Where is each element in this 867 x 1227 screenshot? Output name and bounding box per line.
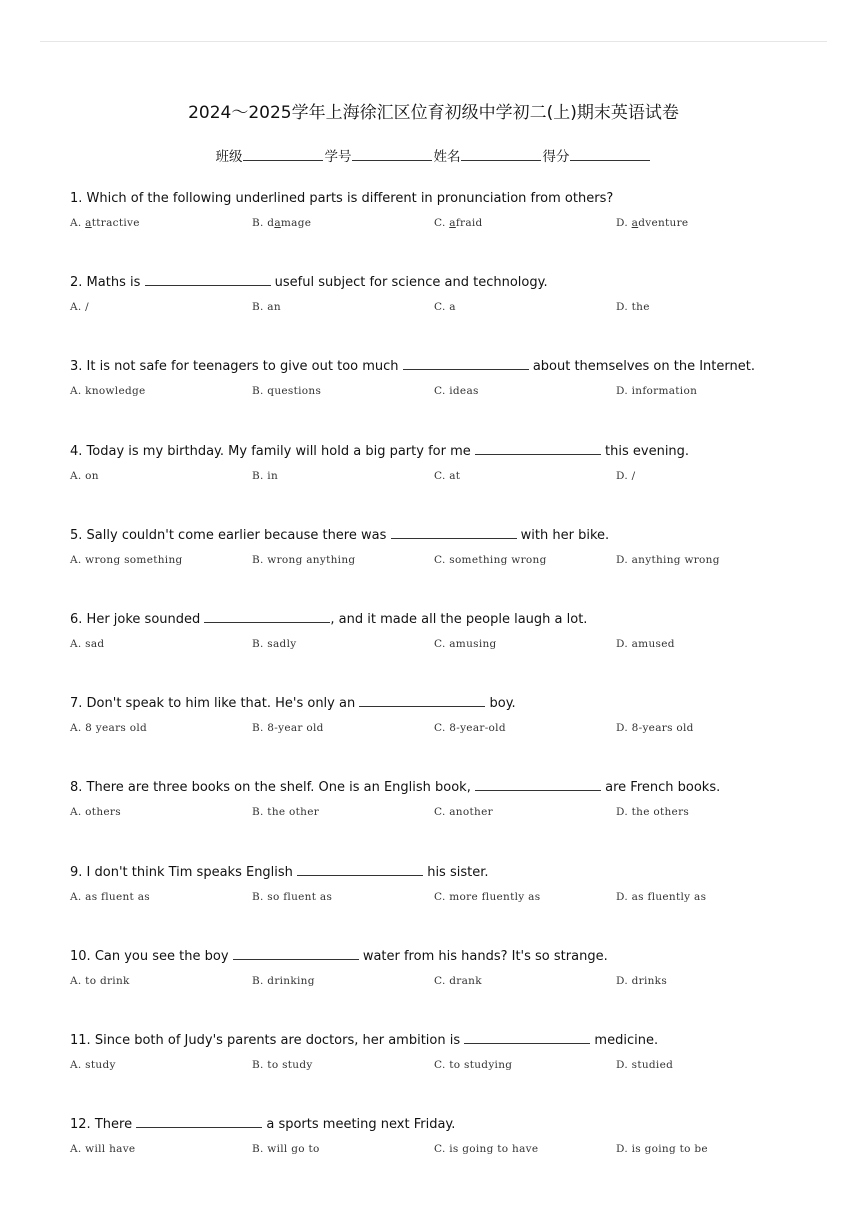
answer-blank[interactable] [391, 526, 517, 539]
option-c[interactable] [434, 217, 483, 229]
option-text: the [631, 301, 650, 314]
question-text-after-blank: medicine. [594, 1033, 659, 1048]
options-row [70, 722, 830, 742]
question-stem [70, 1031, 830, 1051]
question-text: Can you see the boy [94, 948, 229, 964]
option-text: to drink [85, 974, 130, 987]
question-stem [70, 863, 830, 883]
option-d[interactable] [616, 470, 635, 482]
question-12 [70, 1115, 830, 1163]
option-text: so fluent as [267, 890, 333, 903]
option-text: drank [449, 974, 482, 987]
option-d[interactable] [616, 217, 688, 229]
option-letter: B. [252, 1059, 264, 1071]
option-b[interactable] [252, 217, 311, 229]
question-stem [70, 357, 830, 377]
options-row [70, 806, 830, 826]
question-number: 3. [70, 359, 83, 375]
option-d[interactable] [616, 1059, 673, 1071]
question-number: 6. [70, 612, 83, 627]
option-text: to studying [449, 1059, 513, 1071]
option-letter: A. [70, 806, 82, 819]
options-row [70, 891, 830, 911]
underlined-letters: a [631, 217, 639, 229]
options-row [70, 385, 830, 405]
option-text: fraid [455, 217, 483, 229]
option-text: amused [631, 638, 675, 650]
option-c[interactable] [434, 470, 460, 482]
option-a[interactable] [70, 1059, 116, 1071]
answer-blank[interactable] [204, 610, 330, 623]
option-c[interactable] [434, 385, 479, 397]
score-field [543, 145, 652, 165]
underlined-letters: a [449, 217, 456, 229]
option-letter: A. [70, 890, 82, 903]
name-blank[interactable] [461, 147, 541, 161]
options-row [70, 975, 830, 995]
question-2 [70, 273, 830, 321]
score-blank[interactable] [570, 147, 650, 161]
question-text-after-blank: this evening. [605, 443, 690, 459]
option-c[interactable] [434, 1059, 512, 1071]
question-8 [70, 778, 830, 826]
option-letter: C. [434, 890, 446, 903]
option-text: 8-years old [631, 722, 694, 735]
option-d[interactable] [616, 806, 689, 818]
option-letter: D. [616, 385, 628, 398]
answer-blank[interactable] [136, 1115, 262, 1128]
option-b[interactable] [252, 1143, 320, 1155]
question-number: 5. [70, 527, 83, 543]
answer-blank[interactable] [297, 863, 423, 876]
option-letter: A. [70, 301, 82, 314]
option-text: 8-year old [267, 722, 324, 735]
option-letter: A. [70, 469, 82, 482]
option-text: / [85, 301, 90, 314]
option-text: as fluently as [631, 890, 707, 903]
underlined-letters: a [274, 217, 281, 229]
question-stem [70, 526, 830, 546]
student-number-blank[interactable] [352, 147, 432, 161]
option-text: is going to be [631, 1143, 708, 1156]
option-c[interactable] [434, 806, 493, 818]
option-c[interactable] [434, 554, 547, 566]
option-letter: C. [434, 806, 446, 819]
option-b[interactable] [252, 301, 281, 313]
question-text: Which of the following underlined parts is different in pronunciation from others? [86, 191, 614, 206]
option-letter: D. [616, 217, 628, 229]
option-letter: B. [252, 974, 264, 987]
question-text-after-blank: with her bike. [520, 527, 610, 543]
option-letter: D. [616, 1143, 628, 1156]
option-letter: C. [434, 722, 446, 735]
question-number: 7. [70, 696, 83, 712]
question-number: 2. [70, 275, 83, 291]
answer-blank[interactable] [475, 778, 601, 791]
option-letter: A. [70, 722, 82, 735]
option-a[interactable] [70, 891, 150, 903]
question-text-after-blank: water from his hands? It's so strange. [362, 948, 608, 964]
option-letter: C. [434, 638, 446, 650]
options-row [70, 470, 830, 490]
option-text: amusing [449, 638, 497, 650]
student-number-label: 学号 [324, 149, 352, 165]
option-d[interactable] [616, 638, 675, 650]
option-text: others [85, 806, 121, 819]
option-text: questions [267, 385, 322, 398]
question-stem [70, 189, 830, 209]
question-number: 12. [70, 1117, 91, 1133]
options-row [70, 301, 830, 321]
top-divider [40, 41, 827, 42]
answer-blank[interactable] [464, 1031, 590, 1044]
option-text: information [631, 385, 698, 398]
option-c[interactable] [434, 1143, 538, 1155]
answer-blank[interactable] [145, 273, 271, 286]
score-label: 得分 [542, 149, 570, 165]
option-letter: D. [616, 469, 628, 482]
option-text: to study [267, 1059, 313, 1071]
option-text: on [85, 469, 99, 482]
question-text-after-blank: boy. [489, 696, 516, 712]
question-number: 9. [70, 864, 83, 880]
option-text: another [449, 806, 493, 819]
option-d[interactable] [616, 385, 697, 397]
option-text: something wrong [449, 553, 547, 566]
option-d[interactable] [616, 554, 720, 566]
question-text: I don't think Tim speaks English [86, 864, 293, 880]
options-row [70, 638, 830, 658]
option-d[interactable] [616, 1143, 708, 1155]
option-letter: B. [252, 301, 264, 314]
option-letter: D. [616, 722, 628, 735]
option-text: will have [85, 1143, 136, 1156]
option-letter: A. [70, 638, 82, 650]
question-text-after-blank: about themselves on the Internet. [532, 359, 755, 375]
option-letter: B. [252, 890, 264, 903]
question-4 [70, 442, 830, 490]
option-c[interactable] [434, 722, 506, 734]
option-text: the other [267, 806, 320, 819]
question-text: Today is my birthday. My family will hold a big party for me [86, 443, 471, 459]
question-stem [70, 947, 830, 967]
option-letter: C. [434, 385, 446, 398]
option-letter: C. [434, 974, 446, 987]
option-letter: B. [252, 385, 264, 398]
option-text: sad [85, 638, 105, 650]
option-letter: D. [616, 638, 628, 650]
option-text: knowledge [85, 385, 146, 398]
option-letter: B. [252, 722, 264, 735]
option-letter: B. [252, 553, 264, 566]
option-a[interactable] [70, 722, 147, 734]
option-text: at [449, 469, 461, 482]
question-3 [70, 357, 830, 405]
question-number: 8. [70, 780, 83, 796]
option-letter: C. [434, 469, 446, 482]
option-text: ideas [449, 385, 479, 398]
student-number-field [325, 145, 434, 165]
option-text: as fluent as [85, 890, 150, 903]
option-text: studied [631, 1059, 674, 1071]
option-text: a [449, 301, 456, 314]
option-letter: C. [434, 217, 446, 229]
option-text: wrong anything [267, 553, 356, 566]
question-number: 4. [70, 443, 83, 459]
option-text: d [267, 217, 275, 229]
option-text: / [631, 469, 636, 482]
option-text: sadly [267, 638, 297, 650]
question-text-after-blank: his sister. [427, 864, 489, 880]
question-text-after-blank: a sports meeting next Friday. [266, 1117, 456, 1133]
answer-blank[interactable] [233, 947, 359, 960]
option-b[interactable] [252, 385, 321, 397]
question-text-after-blank: useful subject for science and technology. [274, 275, 548, 291]
option-letter: D. [616, 806, 628, 819]
question-stem [70, 273, 830, 293]
question-number: 1. [70, 191, 83, 206]
question-number: 10. [70, 948, 91, 964]
class-field [216, 145, 325, 165]
option-letter: A. [70, 974, 82, 987]
option-b[interactable] [252, 554, 355, 566]
option-a[interactable] [70, 554, 183, 566]
option-text: study [85, 1059, 116, 1071]
option-letter: B. [252, 1143, 264, 1156]
question-stem [70, 610, 830, 630]
option-letter: B. [252, 638, 264, 650]
class-blank[interactable] [243, 147, 323, 161]
option-c[interactable] [434, 975, 482, 987]
option-text: mage [280, 217, 312, 229]
option-text: the others [631, 806, 690, 819]
name-label: 姓名 [433, 149, 461, 165]
option-letter: D. [616, 890, 628, 903]
options-row [70, 217, 830, 237]
name-field [434, 145, 543, 165]
option-a[interactable] [70, 1143, 135, 1155]
option-d[interactable] [616, 722, 694, 734]
option-b[interactable] [252, 806, 319, 818]
option-letter: C. [434, 1059, 446, 1071]
option-a[interactable] [70, 806, 121, 818]
option-text: in [267, 469, 279, 482]
question-stem [70, 1115, 830, 1135]
question-text: Sally couldn't come earlier because there was [86, 527, 387, 543]
question-text-after-blank: are French books. [605, 780, 721, 796]
question-stem [70, 442, 830, 462]
question-text-after-blank: , and it made all the people laugh a lot. [330, 612, 588, 627]
question-text: Her joke sounded [86, 612, 201, 627]
option-text: anything wrong [631, 553, 720, 566]
option-letter: A. [70, 1059, 82, 1071]
option-letter: C. [434, 301, 446, 314]
option-letter: B. [252, 806, 264, 819]
option-d[interactable] [616, 301, 650, 313]
question-text: There are three books on the shelf. One is an English book, [86, 780, 471, 796]
option-letter: B. [252, 217, 264, 229]
answer-blank[interactable] [403, 357, 529, 370]
option-letter: A. [70, 1143, 82, 1156]
option-text: will go to [267, 1143, 320, 1156]
option-text: ttractive [91, 217, 140, 229]
question-11 [70, 1031, 830, 1079]
option-text: drinks [631, 974, 668, 987]
question-stem [70, 778, 830, 798]
option-c[interactable] [434, 638, 497, 650]
option-letter: C. [434, 553, 446, 566]
option-d[interactable] [616, 891, 706, 903]
answer-blank[interactable] [359, 694, 485, 707]
question-text: It is not safe for teenagers to give out too much [86, 359, 399, 375]
option-a[interactable] [70, 470, 99, 482]
option-letter: A. [70, 217, 82, 229]
option-a[interactable] [70, 638, 104, 650]
underlined-letters: a [85, 217, 92, 229]
options-row [70, 554, 830, 574]
option-b[interactable] [252, 722, 324, 734]
option-text: drinking [267, 974, 315, 987]
option-letter: D. [616, 1059, 628, 1071]
option-text: an [267, 301, 281, 314]
option-text: more fluently as [449, 890, 541, 903]
option-letter: C. [434, 1143, 446, 1156]
option-text: is going to have [449, 1143, 539, 1156]
option-text: 8 years old [85, 722, 148, 735]
question-10 [70, 947, 830, 995]
option-letter: D. [616, 301, 628, 314]
option-letter: D. [616, 974, 628, 987]
option-b[interactable] [252, 975, 315, 987]
option-text: dventure [638, 217, 689, 229]
student-info-line [0, 145, 867, 165]
option-b[interactable] [252, 891, 332, 903]
option-b[interactable] [252, 638, 296, 650]
question-1 [70, 189, 830, 237]
option-letter: A. [70, 553, 82, 566]
option-c[interactable] [434, 891, 540, 903]
option-b[interactable] [252, 1059, 313, 1071]
option-text: 8-year-old [449, 722, 506, 735]
option-a[interactable] [70, 385, 146, 397]
option-letter: A. [70, 385, 82, 398]
page-title: 2024～2025学年上海徐汇区位育初级中学初二(上)期末英语试卷 [188, 103, 679, 123]
answer-blank[interactable] [475, 442, 601, 455]
question-9 [70, 863, 830, 911]
option-a[interactable] [70, 975, 130, 987]
options-row [70, 1059, 830, 1079]
option-b[interactable] [252, 470, 278, 482]
question-number: 11. [70, 1033, 91, 1048]
question-5 [70, 526, 830, 574]
option-a[interactable] [70, 217, 140, 229]
question-text: There [94, 1117, 133, 1133]
option-text: wrong something [85, 553, 183, 566]
question-6 [70, 610, 830, 658]
option-d[interactable] [616, 975, 667, 987]
question-text: Since both of Judy's parents are doctors, her ambition is [94, 1033, 461, 1048]
options-row [70, 1143, 830, 1163]
option-a[interactable] [70, 301, 89, 313]
option-letter: D. [616, 553, 628, 566]
class-label: 班级 [215, 149, 243, 165]
question-text: Maths is [86, 275, 141, 291]
option-letter: B. [252, 469, 264, 482]
question-7 [70, 694, 830, 742]
option-c[interactable] [434, 301, 456, 313]
question-text: Don't speak to him like that. He's only an [86, 696, 356, 712]
question-stem [70, 694, 830, 714]
